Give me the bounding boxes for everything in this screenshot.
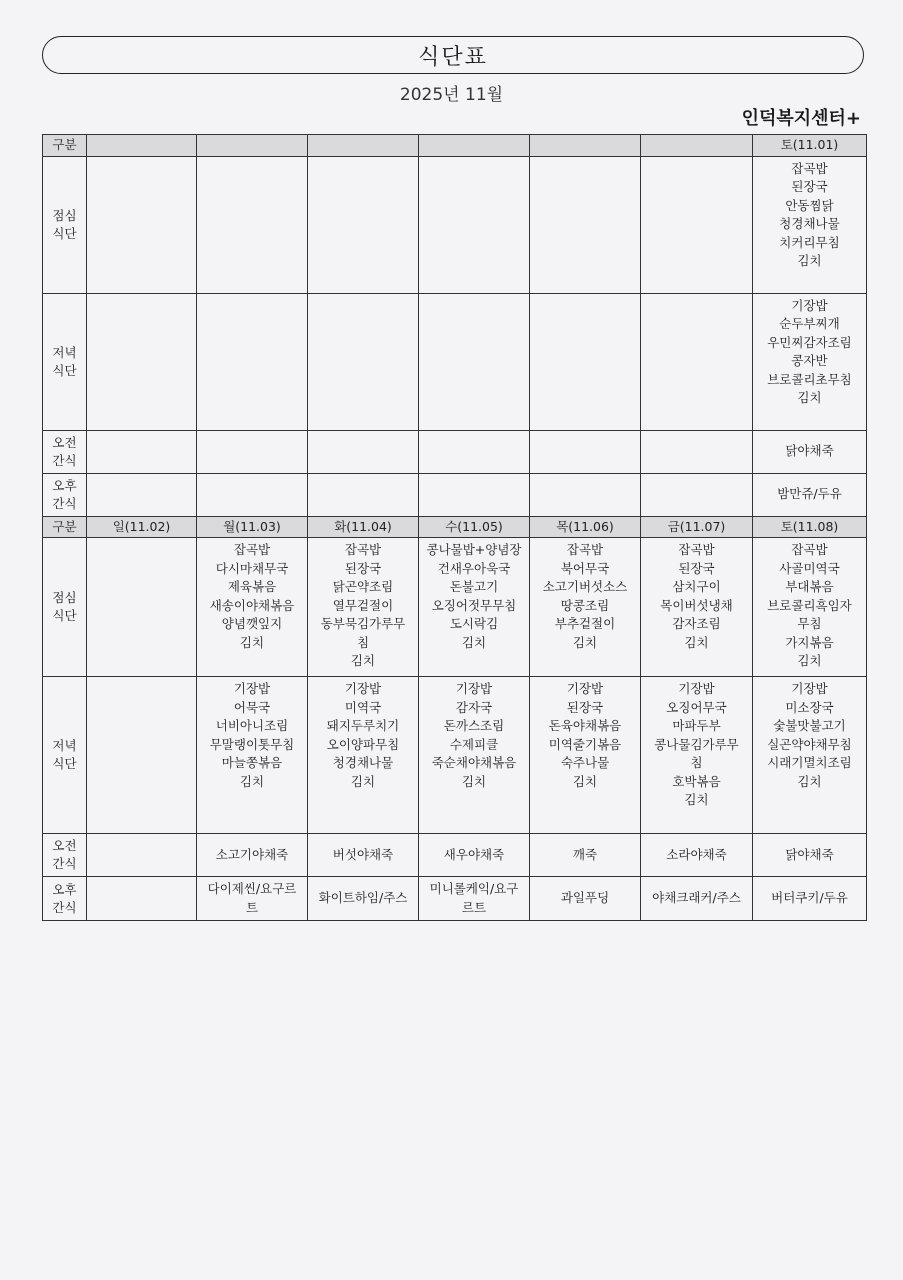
week1-empty-cell [530, 473, 641, 516]
menu-item: 침 [356, 634, 370, 650]
menu-item: 돈육야채볶음 [548, 718, 622, 733]
menu-item: 도시락김 [449, 616, 499, 631]
am-snack-label: 오전 간식 [43, 430, 87, 473]
menu-item: 김치 [350, 653, 376, 668]
week2-header-row [43, 516, 867, 538]
menu-item: 르트 [461, 899, 487, 915]
menu-item: 실곤약야채무침 [767, 736, 852, 752]
menu-item: 미역국 [344, 699, 382, 715]
menu-item: 김치 [461, 773, 487, 789]
week2-pm-snack-row [43, 877, 867, 921]
menu-item: 땅콩조림 [560, 597, 610, 613]
menu-item: 미역줄기볶음 [548, 736, 622, 752]
menu-cell [308, 677, 419, 834]
menu-item: 화이트하임/주스 [318, 890, 408, 906]
week1-empty-cell [641, 473, 753, 516]
menu-item: 어묵국 [233, 699, 271, 715]
snack-cell: 닭야채죽 [753, 430, 867, 473]
week2-lunch-row [43, 538, 867, 677]
menu-item: 감자조림 [672, 616, 721, 631]
week1-empty-cell [641, 156, 753, 293]
menu-item: 너비아니조림 [215, 718, 289, 733]
snack-cell [87, 834, 197, 877]
menu-item: 잡곡밥 [344, 542, 382, 557]
menu-cell [419, 538, 530, 677]
menu-item: 트 [245, 899, 259, 915]
menu-item: 김치 [239, 634, 265, 650]
page-title: 식단표 [42, 36, 864, 74]
menu-item: 잡곡밥 [791, 160, 828, 176]
menu-item: 부대볶음 [785, 579, 834, 594]
category-label: 구분 [43, 135, 87, 157]
menu-item: 호박볶음 [672, 773, 721, 789]
menu-item: 김치 [797, 653, 822, 668]
menu-item: 기장밥 [791, 297, 828, 313]
menu-item: 사골미역국 [779, 560, 840, 576]
menu-item: 잡곡밥 [233, 542, 271, 557]
snack-cell: 소고기야채죽 [197, 834, 308, 877]
day-header-fri: 금(11.07) [641, 516, 753, 538]
week1-empty-cell [308, 156, 419, 293]
menu-cell [753, 156, 867, 293]
week1-empty-cell [641, 430, 753, 473]
menu-table [42, 134, 867, 921]
menu-item: 김치 [797, 390, 822, 405]
menu-item: 숯불맛불고기 [773, 718, 846, 733]
week1-dinner-row [43, 293, 867, 430]
snack-cell [530, 877, 641, 921]
week1-empty-header [87, 135, 197, 157]
menu-item: 치커리무침 [779, 234, 840, 250]
menu-cell [87, 677, 197, 834]
menu-item: 청경채나물 [332, 755, 394, 770]
menu-item: 김치 [350, 773, 376, 789]
menu-item: 목이버섯냉채 [660, 597, 733, 613]
menu-item: 다이제씬/요구르 [207, 881, 297, 896]
menu-item: 돈불고기 [449, 579, 499, 594]
day-header-wed: 수(11.05) [419, 516, 530, 538]
snack-cell: 버섯야채죽 [308, 834, 419, 877]
week1-empty-cell [197, 293, 308, 430]
week1-empty-cell [641, 293, 753, 430]
menu-item: 김치 [684, 792, 709, 807]
menu-item: 마파두부 [672, 718, 721, 733]
menu-item: 오징어무국 [666, 699, 727, 715]
menu-cell [753, 538, 867, 677]
snack-cell [753, 877, 867, 921]
week1-empty-cell [419, 473, 530, 516]
menu-item: 기장밥 [455, 681, 493, 696]
snack-cell: 새우야채죽 [419, 834, 530, 877]
menu-item: 콩나물밥+양념장 [426, 542, 522, 557]
menu-item: 감자국 [455, 699, 493, 715]
menu-item: 잡곡밥 [566, 542, 604, 557]
menu-item: 마늘쫑볶음 [221, 755, 283, 770]
week1-empty-cell [197, 430, 308, 473]
menu-item: 김치 [572, 773, 598, 789]
week1-empty-cell [530, 430, 641, 473]
lunch-label: 점심 식단 [43, 538, 87, 677]
menu-item: 미소장국 [785, 699, 834, 715]
menu-item: 닭곤약조림 [332, 579, 394, 594]
day-header-thu: 목(11.06) [530, 516, 641, 538]
menu-item: 양념깻잎지 [221, 616, 283, 631]
menu-item: 기장밥 [678, 681, 715, 696]
snack-cell [197, 877, 308, 921]
menu-item: 북어무국 [560, 560, 610, 576]
menu-cell [87, 538, 197, 677]
week1-empty-header [308, 135, 419, 157]
week2-am-snack-row [43, 834, 867, 877]
menu-item: 다시마채무국 [215, 560, 289, 576]
week1-empty-cell [419, 156, 530, 293]
week1-empty-cell [87, 430, 197, 473]
menu-item: 기장밥 [791, 681, 828, 696]
week2-dinner-row [43, 677, 867, 834]
menu-item: 무침 [797, 616, 822, 631]
week1-sat-header: 토(11.01) [753, 135, 867, 157]
menu-item: 오이양파무침 [326, 736, 400, 752]
menu-item: 수제피클 [449, 736, 499, 752]
menu-cell [197, 538, 308, 677]
menu-cell [641, 677, 753, 834]
menu-item: 기장밥 [233, 681, 271, 696]
week1-empty-cell [419, 430, 530, 473]
menu-item: 무말랭이톳무침 [209, 736, 295, 752]
menu-item: 열무겉절이 [332, 597, 394, 613]
menu-item: 과일푸딩 [560, 890, 610, 906]
menu-cell [530, 538, 641, 677]
day-header-mon: 월(11.03) [197, 516, 308, 538]
menu-item: 숙주나물 [560, 755, 610, 770]
menu-cell [753, 677, 867, 834]
menu-item: 시래기멸치조림 [767, 755, 852, 770]
day-header-tue: 화(11.04) [308, 516, 419, 538]
week1-empty-cell [87, 473, 197, 516]
menu-item: 돼지두루치기 [326, 718, 400, 733]
menu-item: 김치 [797, 773, 822, 789]
menu-item: 된장국 [566, 699, 604, 715]
menu-item: 돈까스조림 [443, 718, 505, 733]
menu-item: 김치 [239, 773, 265, 789]
menu-item: 된장국 [791, 179, 828, 194]
menu-item: 우민찌감자조림 [767, 334, 852, 350]
menu-item: 된장국 [678, 560, 715, 576]
menu-cell [197, 677, 308, 834]
menu-item: 죽순채야채볶음 [431, 755, 517, 770]
day-header-sat: 토(11.08) [753, 516, 867, 538]
menu-item: 새송이야채볶음 [209, 597, 295, 613]
menu-item: 부추겉절이 [554, 616, 616, 631]
snack-cell [419, 877, 530, 921]
menu-item: 야채크래커/주스 [652, 890, 741, 906]
menu-cell [641, 538, 753, 677]
menu-item: 브로콜리초무침 [767, 371, 852, 387]
snack-cell: 소라야채죽 [641, 834, 753, 877]
category-label: 구분 [43, 516, 87, 538]
menu-item: 소고기버섯소스 [542, 579, 628, 594]
week1-empty-header [530, 135, 641, 157]
month-subtitle: 2025년 11월 [399, 85, 504, 105]
menu-item: 버터쿠키/두유 [771, 890, 848, 906]
dinner-label: 저녁 식단 [43, 677, 87, 834]
menu-item: 브로콜리흑임자 [767, 597, 852, 613]
week1-header-row [43, 135, 867, 157]
menu-item: 순두부찌개 [779, 316, 840, 331]
snack-cell [87, 877, 197, 921]
menu-item: 청경채나물 [779, 216, 840, 231]
am-snack-label: 오전 간식 [43, 834, 87, 877]
menu-item: 김치 [797, 253, 822, 268]
week1-am-snack-row [43, 430, 867, 473]
menu-cell [753, 293, 867, 430]
pm-snack-label: 오후 간식 [43, 473, 87, 516]
snack-cell [641, 877, 753, 921]
menu-item: 콩자반 [791, 353, 828, 368]
menu-item: 잡곡밥 [791, 542, 828, 557]
week1-empty-cell [87, 293, 197, 430]
menu-item: 가지볶음 [785, 634, 834, 650]
week1-empty-cell [530, 156, 641, 293]
menu-item: 된장국 [344, 560, 382, 576]
week1-empty-cell [197, 156, 308, 293]
menu-item: 김치 [684, 634, 709, 650]
menu-item: 동부묵김가루무 [320, 616, 406, 631]
menu-item: 삼치구이 [672, 579, 721, 594]
week1-empty-cell [530, 293, 641, 430]
menu-item: 잡곡밥 [678, 542, 715, 557]
lunch-label: 점심 식단 [43, 156, 87, 293]
week1-empty-cell [419, 293, 530, 430]
snack-cell: 깨죽 [530, 834, 641, 877]
dinner-label: 저녁 식단 [43, 293, 87, 430]
week1-empty-cell [308, 293, 419, 430]
organization-name: 인덕복지센터+ [741, 108, 861, 129]
menu-item: 기장밥 [566, 681, 604, 696]
week1-empty-cell [308, 430, 419, 473]
week1-empty-cell [197, 473, 308, 516]
snack-cell [308, 877, 419, 921]
menu-item: 콩나물김가루무 [654, 736, 739, 752]
menu-item: 김치 [572, 634, 598, 650]
menu-item: 김치 [461, 634, 487, 650]
menu-cell [419, 677, 530, 834]
pm-snack-label: 오후 간식 [43, 877, 87, 921]
week1-empty-cell [308, 473, 419, 516]
menu-item: 오징어젓무무침 [431, 597, 517, 613]
menu-item: 미니롤케익/요구 [429, 881, 519, 896]
week1-empty-header [419, 135, 530, 157]
menu-item: 기장밥 [344, 681, 382, 696]
menu-cell [308, 538, 419, 677]
snack-cell: 밤만쥬/두유 [753, 473, 867, 516]
week1-lunch-row [43, 156, 867, 293]
menu-item: 건새우아욱국 [437, 560, 511, 576]
week1-empty-header [197, 135, 308, 157]
week1-pm-snack-row [43, 473, 867, 516]
menu-item: 침 [690, 755, 703, 770]
week1-empty-cell [87, 156, 197, 293]
week1-empty-header [641, 135, 753, 157]
menu-item: 안동찜닭 [785, 197, 834, 213]
menu-item: 제육볶음 [227, 579, 277, 594]
snack-cell: 닭야채죽 [753, 834, 867, 877]
day-header-sun: 일(11.02) [87, 516, 197, 538]
menu-cell [530, 677, 641, 834]
